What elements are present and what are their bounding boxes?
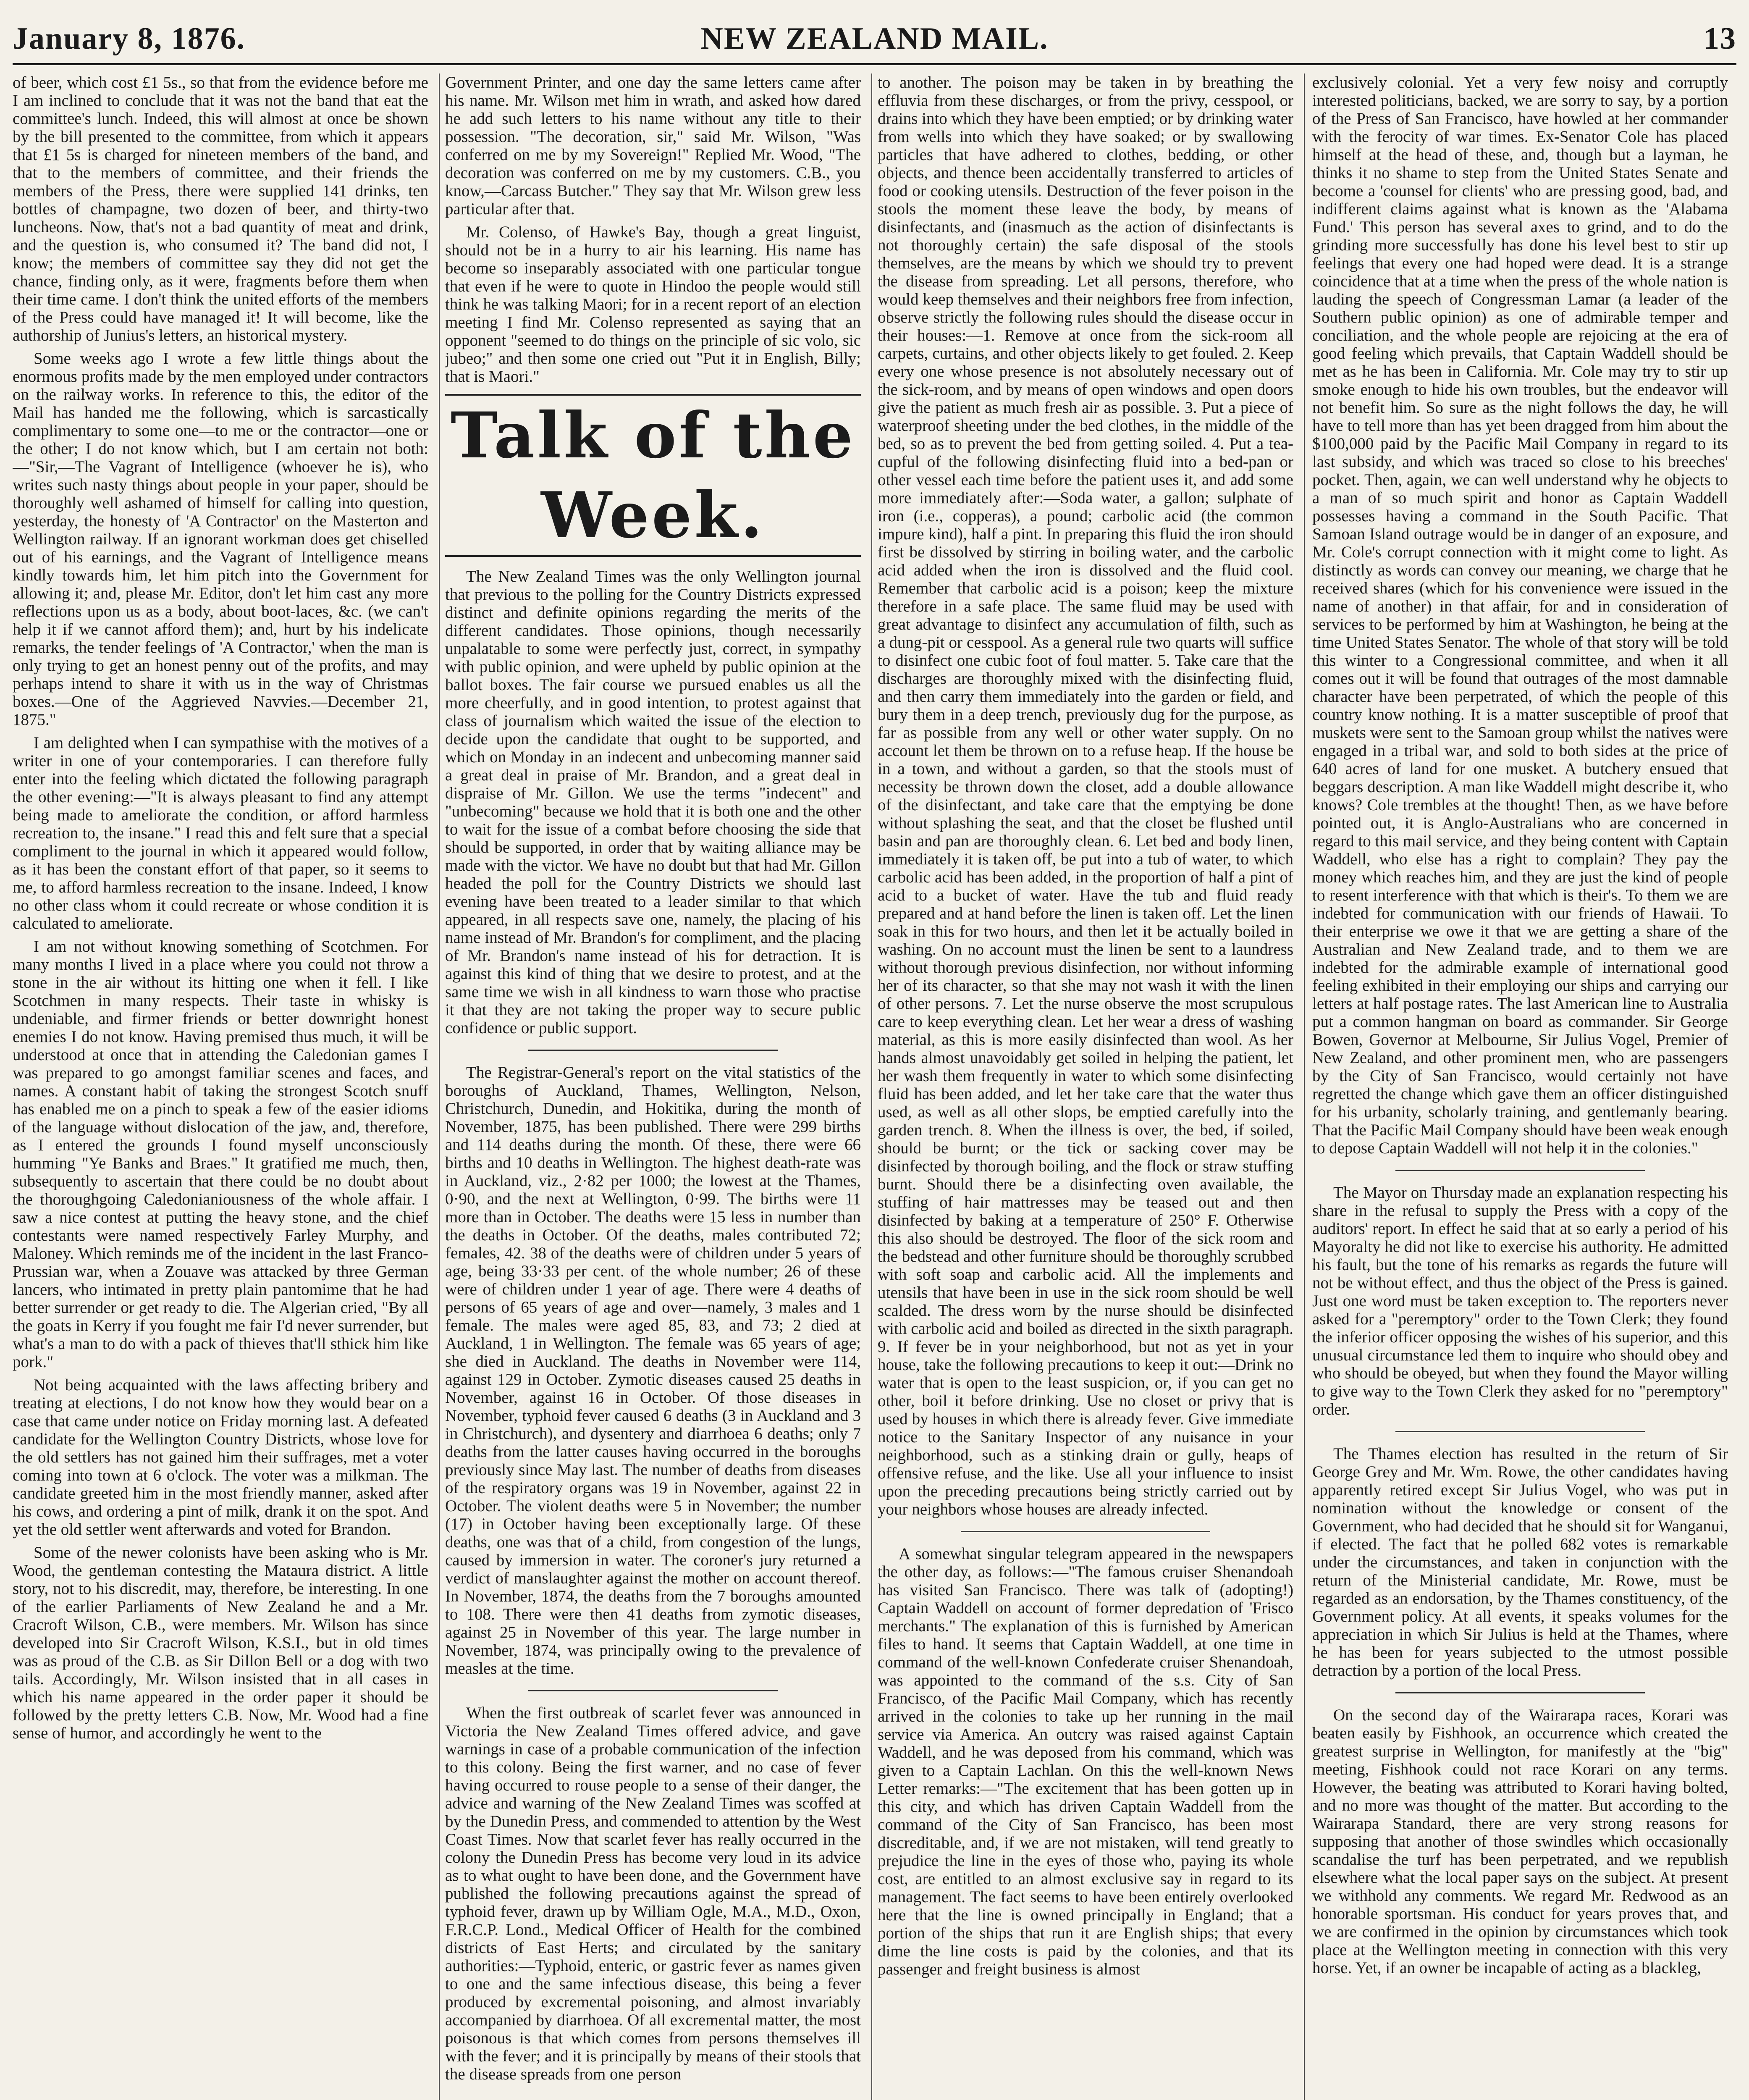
paragraph: exclusively colonial. Yet a very few noisy and corruptly interested politicians, backed, we are sorry to say, by a portion of the Press of San Francisco, have howled at her commander with the ferocity of war times. Ex-Senator Cole has placed himself at the head of these, and, though but a layman, he thinks it no shame to step from the United States Senate and become a 'counsel for clients' who are pressing good, bad, and indifferent claims against what is known as the 'Alabama Fund.' This person has several axes to grind, and to do the grinding more successfully has done his level best to stir up feelings that every one had hoped were dead. It is a strange coincidence that at a time when the press of the whole nation is lauding the speech of Congressman Lamar (a leader of the Southern public opinion) as one of admirable temper and conciliation, and the whole people are rejoicing at the era of good feeling which prevails, that Captain Waddell should be met as he has been in California. Mr. Cole may try to stir up smoke enough to hide his own troubles, but the endeavor will not benefit him. So sure as the night follows the day, he will have to tell more than has yet been dragged from him about the $100,000 paid by the Pacific Mail Company in regard to its last subsidy, and which was traced so close to his breeches' pocket. Then, again, we can well understand why he objects to a man of so much spirit and honor as Captain Waddell possesses having a command in the South Pacific. That Samoan Island outrage would be in danger of an exposure, and Mr. Cole's corrupt connection with it might come to light. As distinctly as words can convey our meaning, we charge that he received shares (which for his convenience were issued in the name of another) in that affair, for and in consideration of services to be performed by him at Washington, he being at the time United States Senator. The whole of that story will be told this winter to a Congressional committee, and when it all comes out it will be found that outrages of the most damnable character have been perpetrated, of which the people of this country know nothing. It is a matter susceptible of proof that muskets were sent to the Samoan group whilst the natives were engaged in a tribal war, and sold to both sides at the price of 640 acres of land for one musket. A butchery ensued that beggars description. A man like Waddell might describe it, who knows? Cole trembles at the thought! Then, as we have before pointed out, it is Anglo-Australians who are concerned in regard to this mail service, and they being content with Captain Waddell, who else has a right to complain? They pay the money which reaches him, and they are just the kind of people to resent interference with that which is their's. To them we are indebted for communication with our friends of Hawaii. To their enterprise we owe it that we are getting a share of the Australian and New Zealand trade, and to them we are indebted for the admirable example of international good feeling exhibited in their employing our ships and carrying our letters at half postage rates. The last American line to Australia put a common hangman on board as commander. Sir George Bowen, Governor at Melbourne, Sir Julius Vogel, Premier of New Zealand, and other prominent men, who are passengers by the City of San Francisco, would certainly not have regretted the change which gave them an officer distinguished for his urbanity, scholarly training, and gentlemanly bearing. That the Pacific Mail Company should have been weak enough to depose Captain Waddell will not help it in the colonies." — [1312, 74, 1728, 1157]
paragraph: Some of the newer colonists have been asking who is Mr. Wood, the gentleman contesting the Mataura district. A little story, not to his discredit, may, therefore, be interesting. In one of the earlier Parliaments of New Zealand he and a Mr. Cracroft Wilson, C.B., were members. Mr. Wilson has since developed into Sir Cracroft Wilson, K.S.I., but in old times was as proud of the C.B. as Sir Dillon Bell or a dog with two tails. Accordingly, Mr. Wilson insisted that in all cases in which his name appeared in the order paper it should be followed by the pretty letters C.B. Now, Mr. Wood had a fine sense of humor, and accordingly he went to the — [13, 1544, 428, 1742]
paragraph: I am delighted when I can sympathise with the motives of a writer in one of your contemporaries. I can therefore fully enter into the feeling which dictated the following paragraph the other evening:—"It is always pleasant to find any attempt being made to ameliorate the condition, or afford harmless recreation to, the insane." I read this and felt sure that a special compliment to the journal in which it appeared would follow, as it has been the constant effort of that paper, so it seems to me, to afford harmless recreation to the insane. Indeed, I know no other class whom it could recreate or whose condition it is calculated to ameliorate. — [13, 734, 428, 932]
paragraph: of beer, which cost £1 5s., so that from the evidence before me I am inclined to conclude that it was not the band that eat the committee's lunch. Indeed, this will almost at once be shown by the bill presented to the committee, from which it appears that £1 5s is charged for nineteen members of the band, and that to the members of committee, and their friends the members of the Press, there were supplied 141 drinks, ten bottles of champagne, two dozen of beer, and thirty-two luncheons. Now, that's not a bad quantity of meat and drink, and the question is, who consumed it? The band did not, I know; the members of committee say they did not get the chance, finding only, as it were, fragments before them when their time came. I don't think the united efforts of the members of the Press could have managed it! It will become, like the authorship of Junius's letters, an historical mystery. — [13, 74, 428, 344]
page-header — [13, 13, 1736, 65]
paragraph: Government Printer, and one day the same letters came after his name. Mr. Wilson met him in wrath, and asked how dared he add such letters to his name without any title to their possession. "The decoration, sir," said Mr. Wilson, "Was conferred on me by my Sovereign!" Replied Mr. Wood, "The decoration was conferred on me by my customers. C.B., you know,—Carcass Butcher." They say that Mr. Wilson grew less particular after that. — [445, 74, 861, 218]
paragraph: Not being acquainted with the laws affecting bribery and treating at elections, I do not know how they would bear on a case that came under notice on Friday morning last. A defeated candidate for the Wellington Country Districts, whose love for the old settlers has not gained him their suffrages, met a voter coming into town at 6 o'clock. The voter was a milkman. The candidate greeted him in the most friendly manner, asked after his cows, and ordering a pint of milk, drank it on the spot. And yet the old settler went afterwards and voted for Brandon. — [13, 1376, 428, 1538]
paragraph: Mr. Colenso, of Hawke's Bay, though a great linguist, should not be in a hurry to air his learning. His name has become so inseparably associated with one particular tongue that even if he were to quote in Hindoo the people would still think he was talking Maori; for in a recent report of an election meeting I find Mr. Colenso represented as saying that an opponent "seemed to do things on the principle of sic volo, sic jubeo;" and then some one cried out "Put it in English, Billy; that is Maori." — [445, 223, 861, 386]
paragraph: Some weeks ago I wrote a few little things about the enormous profits made by the men employed under contractors on the railway works. In reference to this, the editor of the Mail has handed me the following, which is sarcastically complimentary to some one—to me or the contractor—one or the other; I do not know which, but I am certain not both:—"Sir,—The Vagrant of Intelligence (whoever he is), who writes such nasty things about people in your paper, should be thoroughly well ashamed of himself for calling into question, yesterday, the honesty of 'A Contractor' on the Masterton and Wellington railway. If an ignorant workman does get chiselled out of his earnings, and the Vagrant of Intelligence means kindly towards him, let him pitch into the Government for allowing it; and, please Mr. Editor, don't let him cast any more reflections upon us as a body, about boot-laces, &c. (we can't help it if we cannot afford them); and, hurt by his indelicate remarks, the tender feelings of 'A Contractor,' when the man is only trying to get an honest penny out of the profits, and may perhaps intend to share it with us in the way of Christmas boxes.—One of the Aggrieved Navvies.—December 21, 1875." — [13, 349, 428, 729]
paragraph: A somewhat singular telegram appeared in the newspapers the other day, as follows:—"The famous cruiser Shenandoah has visited San Francisco. There was talk of (adopting!) Captain Waddell on account of former depredation of 'Frisco merchants." The explanation of this is furnished by American files to hand. It seems that Captain Waddell, at one time in command of the well-known Confederate cruiser Shenandoah, was appointed to the command of the s.s. City of San Francisco, of the Pacific Mail Company, which has recently arrived in the colonies to take up her running in the mail service via America. An outcry was raised against Captain Waddell, and he was deposed from his command, which was given to a Captain Lachlan. On this the well-known News Letter remarks:—"The excitement that has been gotten up in this city, and which has driven Captain Waddell from the command of the City of San Francisco, has been most discreditable, and, if we are not mistaken, will tend greatly to prejudice the line in the eyes of those who, paying its whole cost, are entitled to an almost exclusive say in regard to its management. The fact seems to have been entirely overlooked here that the line is owned principally in England; that a portion of the ships that run it are English ships; that every dime the line costs is paid by the colonies, and that its passenger and freight business is almost — [878, 1545, 1293, 1978]
paragraph: When the first outbreak of scarlet fever was announced in Victoria the New Zealand Times offered advice, and gave warnings in case of a probable communication of the infection to this colony. Being the first warner, and no case of fever having occurred to rouse people to a sense of their danger, the advice and warning of the New Zealand Times was scoffed at by the Dunedin Press, and commended to attention by the West Coast Times. Now that scarlet fever has really occurred in the colony the Dunedin Press has become very loud in its advice as to what ought to have been done, and the Government have published the following precautions against the spread of typhoid fever, drawn up by William Ogle, M.A., M.D., Oxon, F.R.C.P. Lond., Medical Officer of Health for the combined districts of East Herts; and circulated by the sanitary authorities:—Typhoid, enteric, or gastric fever as names given to one and the same infectious disease, this being a fever produced by excremental poisoning, and almost invariably accompanied by diarrhoea. Of all excremental matter, the most poisonous is that which comes from persons themselves ill with the fever; and it is principally by means of their stools that the disease spreads from one person — [445, 1704, 861, 2083]
paragraph: The Mayor on Thursday made an explanation respecting his share in the refusal to supply the Press with a copy of the auditors' report. In effect he said that at so early a period of his Mayoralty he did not like to exercise his authority. He admitted his fault, but the tone of his remarks as regards the future will not be without effect, and thus the object of the Press is gained. Just one word must be taken exception to. The reporters never asked for a "peremptory" order to the Town Clerk; they found the inferior officer opposing the wishes of his superior, and this unusual circumstance led them to inquire who should obey and who should be obeyed, but when they found the Mayor willing to give way to the Town Clerk they asked for no "peremptory" order. — [1312, 1184, 1728, 1418]
column-divider — [871, 74, 872, 2100]
column-3 — [878, 74, 1293, 2100]
newspaper-title: NEW ZEALAND MAIL. — [700, 21, 1049, 56]
column-divider — [1304, 74, 1305, 2100]
column-divider — [439, 74, 440, 2100]
section-heading: Talk of the Week. — [445, 394, 861, 557]
article-separator — [528, 1050, 778, 1051]
paragraph: The Registrar-General's report on the vital statistics of the boroughs of Auckland, Thames, Wellington, Nelson, Christchurch, Dunedin, and Hokitika, during the month of November, 1875, has been published. There were 299 births and 114 deaths during the month. Of these, there were 66 births and 10 deaths in Wellington. The highest death-rate was in Auckland, viz., 2·82 per 1000; the lowest at the Thames, 0·90, and the next at Wellington, 0·99. The births were 11 more than in October. The deaths were 15 less in number than the deaths in October. Of the deaths, males contributed 72; females, 42. 38 of the deaths were of children under 5 years of age, being 33·33 per cent. of the whole number; 26 of these were of children under 1 year of age. There were 4 deaths of persons of 65 years of age and over—namely, 3 males and 1 female. The males were aged 85, 83, and 73; 2 died at Auckland, 1 in Wellington. The female was 65 years of age; she died in Auckland. The deaths in November were 114, against 129 in October. Zymotic diseases caused 25 deaths in November, against 16 in October. Of those diseases in November, typhoid fever caused 6 deaths (3 in Auckland and 3 in Christchurch), and dysentery and diarrhoea 6 deaths; only 7 deaths from the latter causes having occurred in the boroughs previously since May last. The number of deaths from diseases of the respiratory organs was 19 in November, against 22 in October. The violent deaths were 5 in November; the number (17) in October having been exceptionally large. Of these deaths, one was that of a child, from congestion of the lungs, caused by immersion in water. The coroner's jury returned a verdict of manslaughter against the mother on account thereof. In November, 1874, the deaths from the 7 boroughs amounted to 108. There were then 41 deaths from zymotic diseases, against 25 in November of this year. The large number in November, 1874, was principally owing to the prevalence of measles at the time. — [445, 1063, 861, 1677]
paragraph: I am not without knowing something of Scotchmen. For many months I lived in a place where you could not throw a stone in the air without its hitting one when it fell. I like Scotchmen in many respects. Their taste in whisky is undeniable, and firmer friends or better downright honest enemies I do not know. Having premised thus much, it will be understood at once that in attending the Caledonian games I was prepared to go amongst familiar scenes and faces, and names. A constant habit of taking the strongest Scotch snuff has enabled me on a pinch to speak a few of the easier idioms of the language without dislocation of the jaw, and, therefore, as I entered the grounds I found myself unconsciously humming "Ye Banks and Braes." It gratified me much, then, subsequently to ascertain that there could be no doubt about the thoroughgoing Caledonianiousness of the whole affair. I saw a nice contest at putting the heavy stone, and the chief contestants were named respectively Farley Murphy, and Maloney. Which reminds me of the incident in the last Franco-Prussian war, when a Zouave was attacked by three German lancers, who intimated in pretty plain pantomime that he had better surrender or get ready to die. The Algerian cried, "By all the goats in Kerry if you fought me fair I'd never surrender, but what's a man to do with a pack of thieves that'll sthick him like pork." — [13, 937, 428, 1371]
article-separator — [961, 1531, 1210, 1532]
paragraph: On the second day of the Wairarapa races, Korari was beaten easily by Fishhook, an occurrence which created the greatest surprise in Wellington, for manifestly at the "big" meeting, Fishhook could not race Korari on any terms. However, the beating was attributed to Korari having bolted, and no more was thought of the matter. But according to the Wairarapa Standard, there are very strong reasons for supposing that another of those swindles which occasionally scandalise the turf has been perpetrated, and we republish elsewhere what the local paper says on the subject. At present we withhold any comments. We regard Mr. Redwood as an honorable sportsman. His conduct for years proves that, and we are confirmed in the opinion by circumstances which took place at the Wellington meeting in connection with this very horse. Yet, if an owner be incapable of acting as a blackleg, — [1312, 1706, 1728, 1977]
paragraph: The New Zealand Times was the only Wellington journal that previous to the polling for the Country Districts expressed distinct and definite opinions regarding the merits of the different candidates. Those opinions, though necessarily unpalatable to some were perfectly just, correct, in sympathy with public opinion, and were upheld by public opinion at the ballot boxes. The fair course we pursued enables us all the more cheerfully, and in good intention, to protest against that class of journalism which waited the issue of the election to decide upon the candidate that ought to be supported, and which on Monday in an indecent and unbecoming manner said a great deal in praise of Mr. Brandon, and a great deal in dispraise of Mr. Gillon. We use the terms "indecent" and "unbecoming" because we hold that it is both one and the other to wait for the issue of a combat before choosing the side that should be supported, in order that by waiting alliance may be made with the victor. We have no doubt but that had Mr. Gillon headed the poll for the Country Districts we should last evening have been treated to a leader similar to that which appeared, in all respects save one, namely, the placing of his name instead of Mr. Brandon's for compliment, and the placing of Mr. Brandon's name instead of his for detraction. It is against this kind of thing that we desire to protest, and at the same time we wish in all kindness to warn those who practise it that they are not taking the proper way to secure public confidence or public support. — [445, 567, 861, 1037]
article-separator — [1395, 1431, 1645, 1432]
paragraph: The Thames election has resulted in the return of Sir George Grey and Mr. Wm. Rowe, the other candidates having apparently retired except Sir Julius Vogel, who was put in nomination without the knowledge or consent of the Government, who had decided that he should sit for Wanganui, if elected. The fact that he polled 682 votes is remarkable under the circumstances, and taken in conjunction with the return of the Ministerial candidate, Mr. Rowe, must be regarded as an endorsation, by the Thames constituency, of the Government policy. At all events, it speaks volumes for the appreciation in which Sir Julius is held at the Thames, where he has been for years subjected to the utmost possible detraction by a portion of the local Press. — [1312, 1445, 1728, 1680]
article-separator — [1395, 1692, 1645, 1693]
column-2 — [445, 74, 861, 2100]
column-1 — [13, 74, 428, 2100]
article-separator — [1395, 1170, 1645, 1171]
column-4 — [1312, 74, 1728, 2100]
article-separator — [528, 1690, 778, 1691]
issue-date: January 8, 1876. — [13, 21, 246, 56]
page-number: 13 — [1704, 21, 1736, 56]
paragraph: to another. The poison may be taken in by breathing the effluvia from these discharges, or from the privy, cesspool, or drains into which they have been emptied; or by drinking water from wells into which they have soaked; or by swallowing particles that have adhered to clothes, bedding, or other objects, and thence been accidentally transferred to articles of food or cooking utensils. Destruction of the fever poison in the stools the moment these leave the body, by means of disinfectants, and (inasmuch as the action of disinfectants is not thoroughly certain) the safe disposal of the stools themselves, are the means by which we should try to prevent the disease from spreading. Let all persons, therefore, who would keep themselves and their neighbors free from infection, observe strictly the following rules should the disease occur in their houses:—1. Remove at once from the sick-room all carpets, curtains, and other objects likely to get fouled. 2. Keep every one whose presence is not absolutely necessary out of the sick-room, and by means of open windows and open doors give the patient as much fresh air as possible. 3. Put a piece of waterproof sheeting under the bed clothes, in the middle of the bed, so as to prevent the bed from getting soiled. 4. Put a tea-cupful of the following disinfecting fluid into a bed-pan or other vessel each time before the patient uses it, and add some more immediately after:—Soda water, a gallon; sulphate of iron (i.e., copperas), a pound; carbolic acid (the common impure kind), half a pint. In preparing this fluid the iron should first be dissolved by stirring in boiling water, and the carbolic acid added when the iron is dissolved and the fluid cool. Remember that carbolic acid is a poison; keep the mixture therefore in a safe place. The same fluid may be used with great advantage to disinfect any accumulation of filth, such as a dung-pit or cesspool. As a general rule two quarts will suffice to disinfect one cubic foot of foul matter. 5. Take care that the discharges are thoroughly mixed with the disinfecting fluid, and then carry them immediately into the garden or field, and bury them in a deep trench, previously dug for the purpose, as far as possible from any well or other water supply. On no account let them be thrown on to a refuse heap. If the house be in a town, and without a garden, so that the stools must of necessity be thrown down the closet, add a double allowance of the disinfectant, and take care that the emptying be done without splashing the seat, and that the closet be flushed until basin and pan are thoroughly clean. 6. Let bed and body linen, immediately it is taken off, be put into a tub of water, to which carbolic acid has been added, in the proportion of half a pint of acid to a bucket of water. Have the tub and fluid ready prepared and at hand before the linen is taken off. Let the linen soak in this for two hours, and then let it be actually boiled in washing. On no account must the linen be sent to a laundress without thorough previous disinfection, nor without informing her of its character, so that she may not wash it with the linen of other persons. 7. Let the nurse observe the most scrupulous care to keep everything clean. Let her wear a dress of washing material, as this is more easily disinfected than wool. As her hands almost unavoidably get soiled in helping the patient, let her wash them frequently in water to which some disinfecting fluid has been added, and let her take care that the water thus used, as well as all other slops, be emptied carefully into the garden trench. 8. When the illness is over, the bed, if soiled, should be burnt; or the tick or sacking cover may be disinfected by thorough boiling, and the flock or straw stuffing burnt. Should there be a disinfecting oven available, the stuffing of hair mattresses may be teased out and then disinfected by baking at a temperature of 250° F. Otherwise this also should be destroyed. The floor of the sick room and the bedstead and other furniture should be thoroughly scrubbed with soft soap and carbolic acid. All the implements and utensils that have been in use in the sick room should be well scalded. The dress worn by the nurse should be disinfected with carbolic acid and boiled as directed in the sixth paragraph. 9. If fever be in your neighborhood, but not as yet in your house, take the following precautions to keep it out:—Drink no water that is open to the least suspicion, or, if you can get no other, boil it before drinking. Use no closet or privy that is used by houses in which there is already fever. Give immediate notice to the Sanitary Inspector of any nuisance in your neighborhood, such as a stinking drain or gully, heaps of offensive refuse, and the like. Use all your influence to insist upon the preceding precautions being strictly carried out by your neighbors whose houses are already infected. — [878, 74, 1293, 1518]
